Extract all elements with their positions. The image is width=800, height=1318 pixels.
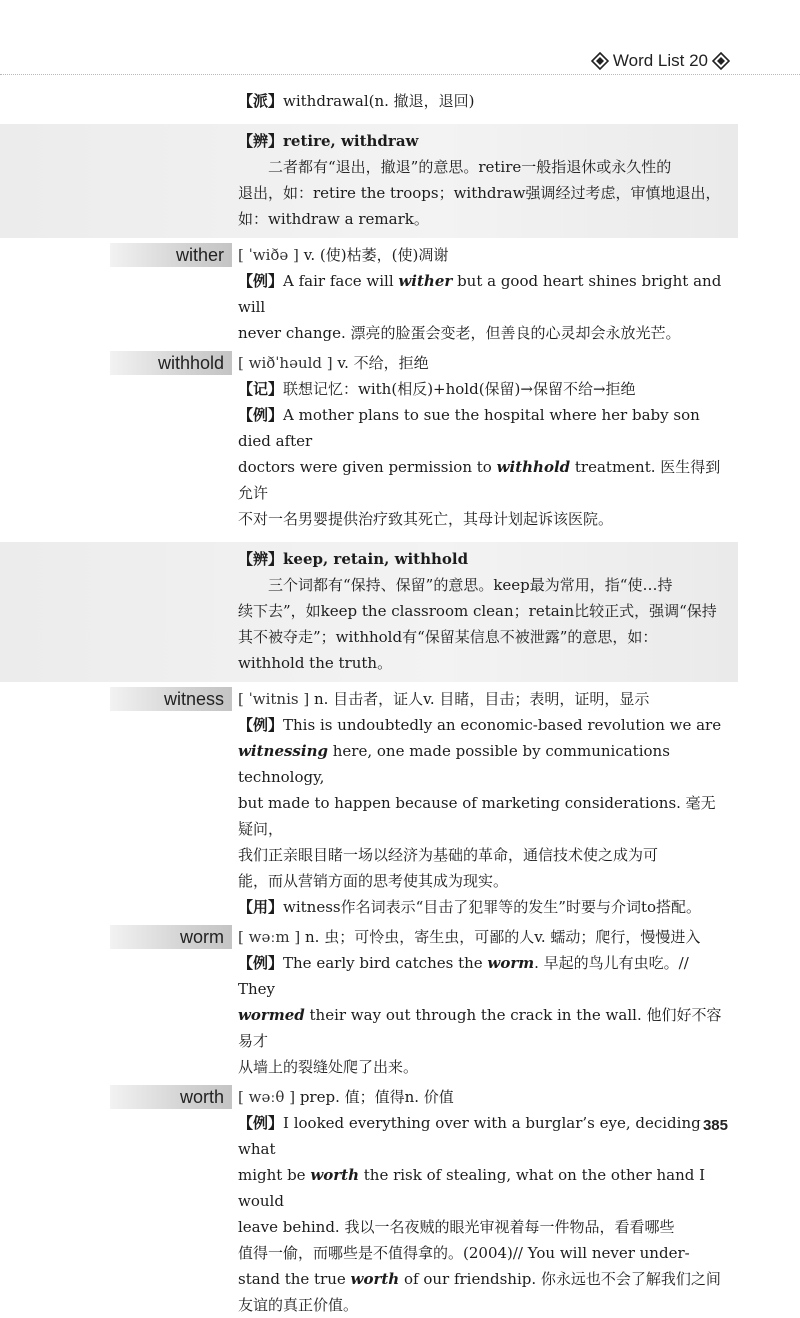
- example-line: 能，而从营销方面的思考使其成为现实。: [238, 872, 509, 890]
- phonetic: [ wəːm ]: [238, 928, 301, 946]
- entry-wither: [0, 242, 800, 346]
- example-text: A fair face will: [283, 272, 399, 290]
- example-highlight: witnessing: [238, 742, 328, 760]
- mnemonic-text: 联想记忆：with(相反)+hold(保留)→保留不给→拒绝: [283, 380, 636, 398]
- definition: v. 不给，拒绝: [332, 354, 429, 372]
- example-text: treatment. 医生得到允许: [238, 458, 721, 502]
- distinction-line: 二者都有“退出，撤退”的意思。retire一般指退休或永久性的: [268, 158, 672, 176]
- headword: worm: [180, 927, 224, 947]
- definition: n. 虫；可怜虫，寄生虫，可鄙的人v. 蠕动；爬行，慢慢进入: [300, 928, 701, 946]
- header-title: Word List 20: [612, 51, 708, 70]
- example-text: A mother plans to sue the hospital where her baby son died after: [238, 406, 700, 450]
- example-text: here, one made possible by communications technology,: [238, 742, 670, 786]
- example-text: . 早起的鸟儿有虫吃。// They: [238, 954, 689, 998]
- example-line: 我们正亲眼目睹一场以经济为基础的革命，通信技术使之成为可: [238, 846, 659, 864]
- example-tag: 【例】: [238, 406, 284, 424]
- diamond-icon: [712, 52, 730, 70]
- bian-heading: retire, withdraw: [283, 132, 419, 150]
- example-line: [0, 454, 800, 506]
- example-line: [0, 1002, 800, 1054]
- mnemonic-tag: 【记】: [238, 380, 284, 398]
- example-text: but a good heart shines bright and will: [238, 272, 722, 316]
- example-text: doctors were given permission to: [238, 458, 497, 476]
- example-text: their way out through the crack in the wall. 他们好不容易才: [238, 1006, 722, 1050]
- definition: prep. 值；值得n. 价值: [295, 1088, 454, 1106]
- example-text: the risk of stealing, what on the other hand I would: [238, 1166, 706, 1210]
- example-line: [0, 402, 800, 454]
- example-highlight: worth: [310, 1166, 359, 1184]
- pai-text: withdrawal(n. 撤退，退回): [283, 92, 475, 110]
- example-line: leave behind. 我以一名夜贼的眼光审视着每一件物品，看看哪些: [238, 1218, 675, 1236]
- example-text: I looked everything over with a burglar’s eye, deciding what: [238, 1114, 701, 1158]
- example-text: of our friendship. 你永远也不会了解我们之间: [399, 1270, 721, 1288]
- distinction-box-retire: [0, 124, 738, 238]
- example-text: stand the true: [238, 1270, 351, 1288]
- example-tag: 【例】: [238, 716, 284, 734]
- pai-tag: 【派】: [238, 92, 284, 110]
- headword-bar: [110, 243, 232, 267]
- headword-bar: [110, 687, 232, 711]
- distinction-box-keep: [0, 542, 738, 682]
- phonetic: [ wiðˈhəuld ]: [238, 354, 333, 372]
- headword: wither: [175, 245, 224, 265]
- bian-tag: 【辨】: [238, 550, 284, 568]
- headword: worth: [179, 1087, 224, 1107]
- example-line: but made to happen because of marketing considerations. 毫无疑问，: [238, 794, 716, 838]
- page-number: 385: [702, 1117, 728, 1134]
- definition: n. 目击者，证人v. 目睹，目击；表明，证明，显示: [309, 690, 650, 708]
- example-line: 从墙上的裂缝处爬了出来。: [238, 1058, 419, 1076]
- example-highlight: withhold: [496, 458, 571, 476]
- example-line: never change. 漂亮的脸蛋会变老，但善良的心灵却会永放光芒。: [238, 324, 681, 342]
- entry-worm: [0, 924, 800, 1080]
- usage-line: [0, 894, 800, 920]
- example-text: might be: [238, 1166, 311, 1184]
- distinction-line: 退出，如：retire the troops；withdraw强调经过考虑，审慎地退出，: [238, 184, 721, 202]
- phonetic: [ wəːθ ]: [238, 1088, 296, 1106]
- page-content: [0, 88, 800, 1318]
- example-text: This is undoubtedly an economic-based revolution we are: [283, 716, 722, 734]
- example-line: 不对一名男婴提供治疗致其死亡，其母计划起诉该医院。: [238, 510, 614, 528]
- example-line: 友谊的真正价值。: [238, 1296, 359, 1314]
- example-text: The early bird catches the: [283, 954, 488, 972]
- running-header: [591, 50, 730, 72]
- entry-worth: [0, 1084, 800, 1318]
- example-tag: 【例】: [238, 272, 284, 290]
- headword-bar: [110, 925, 232, 949]
- example-line: [0, 738, 800, 790]
- example-line: [0, 1266, 800, 1292]
- example-tag: 【例】: [238, 1114, 284, 1132]
- headword-bar: [110, 351, 232, 375]
- definition: v. (使)枯萎，(使)凋谢: [298, 246, 449, 264]
- example-highlight: worm: [487, 954, 535, 972]
- bian-heading: keep, retain, withhold: [283, 550, 469, 568]
- distinction-line: withhold the truth。: [238, 654, 393, 672]
- distinction-line: 三个词都有“保持、保留”的意思。keep最为常用，指“使…持: [268, 576, 673, 594]
- distinction-line: 如：withdraw a remark。: [238, 210, 429, 228]
- mnemonic-line: [0, 376, 800, 402]
- phonetic: [ ˈwitnis ]: [238, 690, 310, 708]
- example-line: [0, 1110, 800, 1162]
- entry-withhold: [0, 350, 800, 682]
- example-tag: 【例】: [238, 954, 284, 972]
- distinction-heading: [0, 546, 730, 572]
- example-line: [0, 268, 800, 320]
- derivative-line: [0, 88, 800, 114]
- headword: witness: [163, 689, 224, 709]
- distinction-line: 续下去”，如keep the classroom clean；retain比较正式，强调“保持: [238, 602, 717, 620]
- usage-tag: 【用】: [238, 898, 284, 916]
- example-highlight: wormed: [238, 1006, 305, 1024]
- distinction-heading: [0, 128, 730, 154]
- example-highlight: worth: [350, 1270, 400, 1288]
- entry-witness: [0, 686, 800, 920]
- header-rule: [0, 74, 800, 75]
- example-line: [0, 950, 800, 1002]
- example-line: 值得一偷，而哪些是不值得拿的。(2004)// You will never under-: [238, 1244, 690, 1262]
- diamond-icon: [591, 52, 609, 70]
- example-line: [0, 1162, 800, 1214]
- example-line: [0, 712, 800, 738]
- bian-tag: 【辨】: [238, 132, 284, 150]
- usage-text: witness作名词表示“目击了犯罪等的发生”时要与介词to搭配。: [283, 898, 702, 916]
- headword-bar: [110, 1085, 232, 1109]
- headword: withhold: [157, 353, 224, 373]
- distinction-line: 其不被夺走”；withhold有“保留某信息不被泄露”的意思，如：: [238, 628, 658, 646]
- example-highlight: wither: [398, 272, 453, 290]
- phonetic: [ ˈwiðə ]: [238, 246, 299, 264]
